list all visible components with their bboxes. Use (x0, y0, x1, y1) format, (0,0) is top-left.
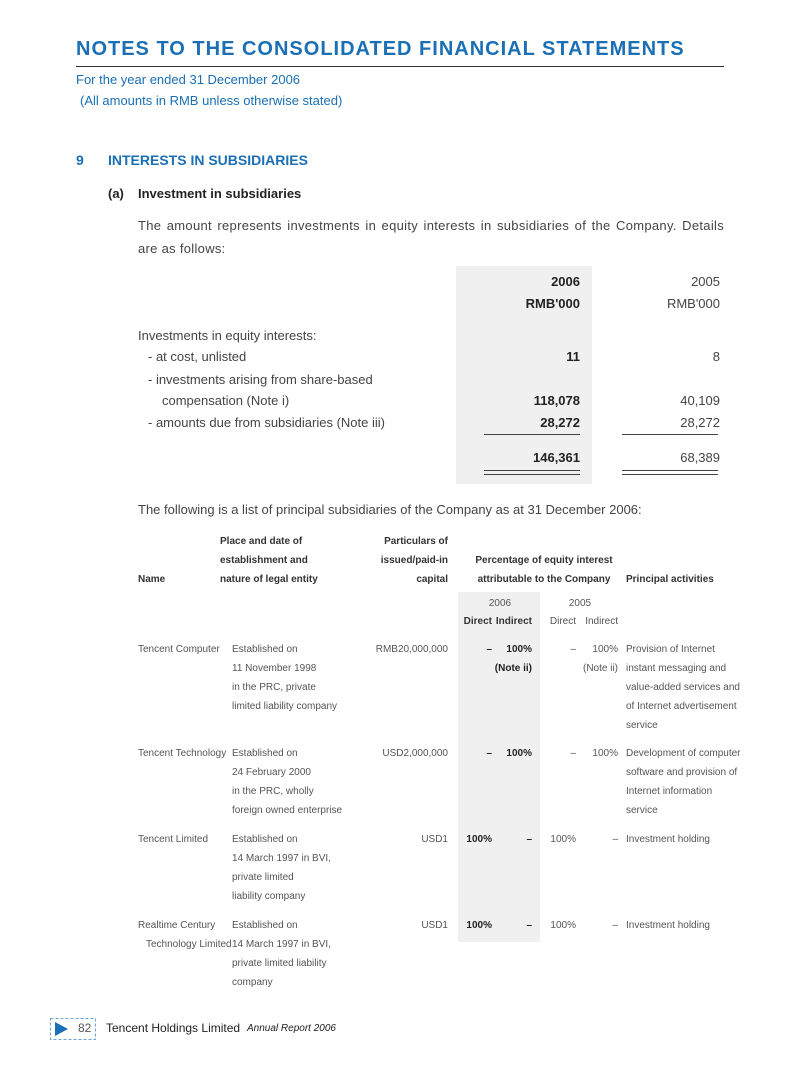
row-label-continued: compensation (Note i) (162, 393, 290, 408)
direct-2005: – (570, 748, 576, 759)
subsidiary-name: Tencent Computer (138, 644, 220, 655)
col-2006-header: 2006 (551, 274, 580, 289)
value-2006: 11 (566, 349, 580, 364)
indirect-2005: – (612, 834, 618, 845)
direct-2005: 100% (550, 920, 576, 931)
direct-2006: 100% (466, 834, 492, 845)
footer-company: Tencent Holdings Limited (106, 1021, 241, 1035)
col-2005-unit: RMB'000 (666, 296, 720, 311)
subsidiary-establishment: Established on 11 November 1998 in the PRC, private limited liability company (232, 644, 338, 712)
col-2006-unit: RMB'000 (525, 296, 580, 311)
intro-paragraph: The amount represents investments in equity interests in subsidiaries of the Company. Details are as follows: (138, 218, 724, 256)
subsidiary-establishment: Established on 24 February 2000 in the PRC, wholly foreign owned enterprise (232, 748, 343, 816)
direct-2005: – (570, 644, 576, 655)
header-percentage: Percentage of equity interest attributable to the Company (475, 555, 613, 585)
total-2006: 146,361 (533, 450, 580, 465)
header-rule (76, 66, 724, 67)
indirect-2006: – (526, 920, 532, 931)
header-year-2005: 2005 (568, 598, 592, 609)
value-2005: 8 (712, 349, 720, 364)
subsection-label: (a) (108, 186, 124, 201)
header-activities: Principal activities (626, 574, 714, 585)
direct-2005: 100% (550, 834, 576, 845)
direct-2006: – (486, 748, 492, 759)
total-double-rule (484, 470, 580, 471)
indirect-2006: 100% (Note ii) (494, 644, 532, 674)
header-year-2006: 2006 (488, 598, 512, 609)
subsidiary-name: Tencent Limited (138, 834, 209, 845)
row-label: - amounts due from subsidiaries (Note iii) (148, 415, 385, 430)
header-indirect-2006: Indirect (495, 616, 532, 627)
header-capital: Particulars of issued/paid-in capital (380, 536, 448, 585)
value-2005: 28,272 (680, 415, 720, 430)
total-double-rule (484, 474, 580, 475)
subsidiary-capital: USD1 (421, 834, 448, 845)
principal-activities: Development of computer software and provision of Internet information service (626, 748, 741, 816)
subsidiary-capital: USD1 (421, 920, 448, 931)
total-double-rule (622, 474, 718, 475)
section-title: INTERESTS IN SUBSIDIARIES (108, 152, 308, 168)
subsidiary-capital: RMB20,000,000 (375, 644, 448, 655)
subsidiary-establishment: Established on 14 March 1997 in BVI, private limited liability company (232, 834, 331, 902)
subtotal-rule (622, 434, 718, 435)
principal-activities: Investment holding (626, 834, 710, 845)
subsidiaries-intro: The following is a list of principal subsidiaries of the Company as at 31 December 2006: (138, 502, 642, 517)
subsection-title: Investment in subsidiaries (138, 186, 302, 201)
row-label: - at cost, unlisted (148, 349, 247, 364)
principal-activities: Provision of Internet instant messaging and value-added services and of Internet advertisement service (626, 644, 740, 731)
header-direct-2005: Direct (549, 616, 576, 627)
subtotal-rule (484, 434, 580, 435)
col-2005-header: 2005 (691, 274, 720, 289)
section-number: 9 (76, 152, 84, 168)
indirect-2005: 100% (592, 748, 618, 759)
page-number: 82 (78, 1021, 92, 1035)
value-2006: 28,272 (540, 415, 580, 430)
indirect-2006: – (526, 834, 532, 845)
subsidiary-name: Tencent Technology (138, 748, 227, 759)
value-2005: 40,109 (680, 393, 720, 408)
row-label: - investments arising from share-based (148, 372, 373, 387)
direct-2006: – (486, 644, 492, 655)
total-2005: 68,389 (680, 450, 720, 465)
currency-subtitle: (All amounts in RMB unless otherwise stated) (80, 93, 343, 108)
subsidiary-establishment: Established on 14 March 1997 in BVI, private limited liability company (232, 920, 331, 988)
investments-heading: Investments in equity interests: (138, 328, 317, 343)
header-indirect-2005: Indirect (585, 616, 618, 627)
header-name: Name (138, 574, 166, 585)
principal-activities: Investment holding (626, 920, 710, 931)
indirect-2005: 100% (Note ii) (582, 644, 618, 674)
period-subtitle: For the year ended 31 December 2006 (76, 72, 301, 87)
indirect-2005: – (612, 920, 618, 931)
page-title: NOTES TO THE CONSOLIDATED FINANCIAL STATEMENTS (76, 38, 685, 60)
subsidiary-name: Realtime Century Technology Limited (138, 920, 232, 950)
value-2006: 118,078 (533, 393, 580, 408)
direct-2006: 100% (466, 920, 492, 931)
indirect-2006: 100% (506, 748, 532, 759)
header-place: Place and date of establishment and nature of legal entity (220, 536, 318, 585)
header-direct-2006: Direct (463, 616, 492, 627)
total-double-rule (622, 470, 718, 471)
subsidiary-capital: USD2,000,000 (382, 748, 448, 759)
footer-report: Annual Report 2006 (247, 1023, 336, 1034)
